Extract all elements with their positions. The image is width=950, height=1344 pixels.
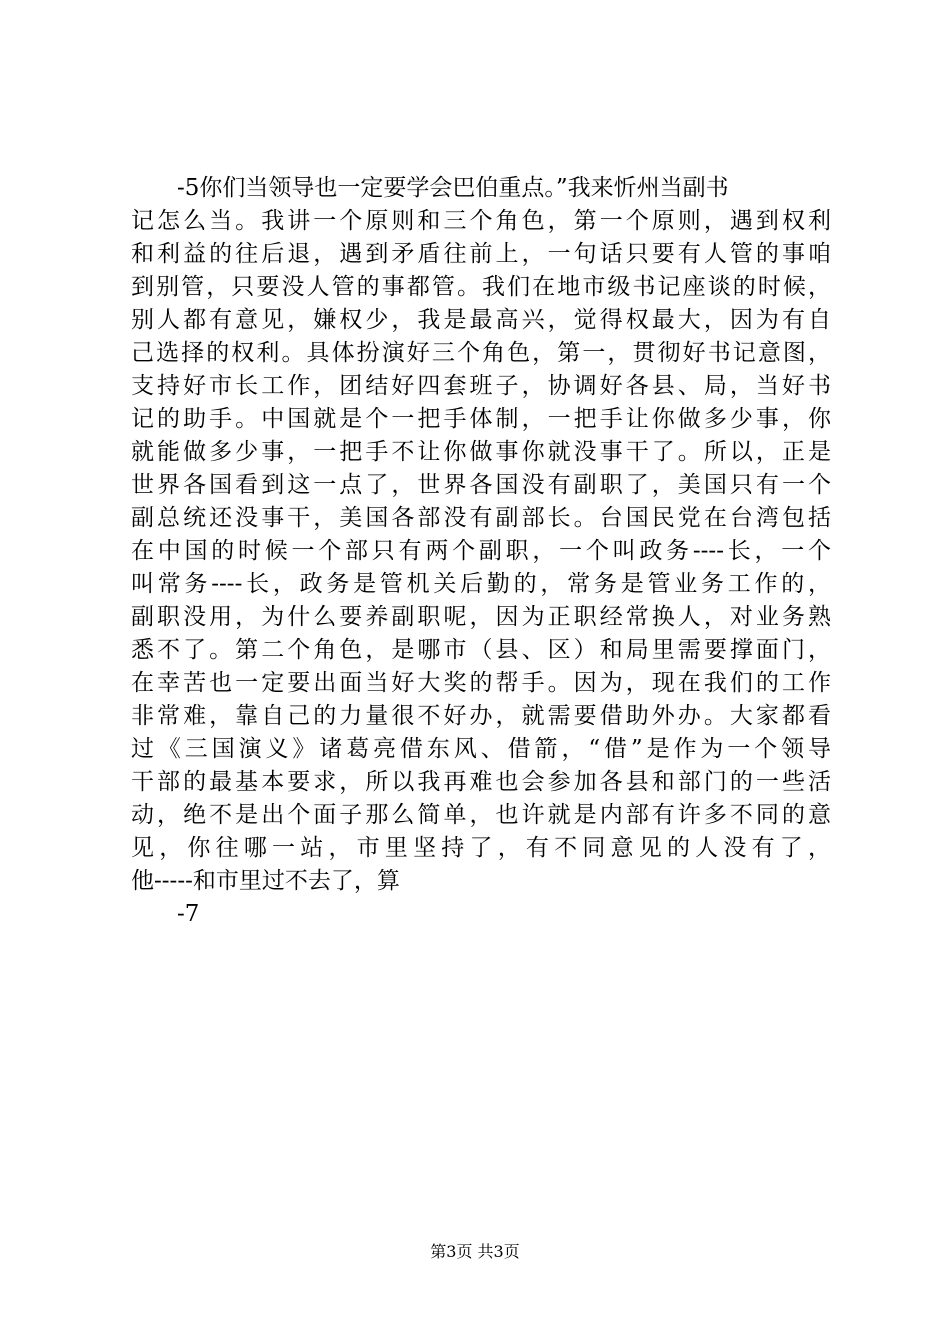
- text-line: -5你们当领导也一定要学会巴伯重点。”我来忻州当副书: [177, 175, 729, 201]
- text-line: 干部的最基本要求，所以我再难也会参加各县和部门的一些活: [131, 769, 831, 795]
- text-line: 和利益的往后退，遇到矛盾往前上，一句话只要有人管的事咱: [131, 241, 831, 267]
- text-line: 记怎么当。我讲一个原则和三个角色，第一个原则，遇到权利: [131, 208, 831, 234]
- page-footer: 第3页 共3页: [430, 1242, 520, 1261]
- text-line: 悉不了。第二个角色，是哪市（县、区）和局里需要撑面门，: [131, 637, 831, 663]
- text-line: 到别管，只要没人管的事都管。我们在地市级书记座谈的时候，: [131, 274, 831, 300]
- page-fragment-number: -7: [177, 901, 200, 927]
- text-line: 记的助手。中国就是个一把手体制，一把手让你做多少事，你: [131, 406, 831, 432]
- text-line: 他-----和市里过不去了，算: [131, 868, 400, 894]
- text-line: 叫常务----长，政务是管机关后勤的，常务是管业务工作的，: [131, 571, 831, 597]
- text-line: 世界各国看到这一点了，世界各国没有副职了，美国只有一个: [131, 472, 831, 498]
- text-line: 别人都有意见，嫌权少，我是最高兴，觉得权最大，因为有自: [131, 307, 831, 333]
- text-line: 在中国的时候一个部只有两个副职，一个叫政务----长，一个: [131, 538, 831, 564]
- body-paragraph: [131, 172, 831, 931]
- text-line: 见，你往哪一站，市里坚持了，有不同意见的人没有了，: [131, 835, 831, 861]
- text-line: 己选择的权利。具体扮演好三个角色，第一，贯彻好书记意图，: [131, 340, 831, 366]
- text-line: 非常难，靠自己的力量很不好办，就需要借助外办。大家都看: [131, 703, 831, 729]
- text-line: 动，绝不是出个面子那么简单，也许就是内部有许多不同的意: [131, 802, 831, 828]
- text-line: 就能做多少事，一把手不让你做事你就没事干了。所以，正是: [131, 439, 831, 465]
- text-line: 过《三国演义》诸葛亮借东风、借箭，“借”是作为一个领导: [131, 736, 831, 762]
- text-line: 副总统还没事干，美国各部没有副部长。台国民党在台湾包括: [131, 505, 831, 531]
- text-line: 支持好市长工作，团结好四套班子，协调好各县、局，当好书: [131, 373, 831, 399]
- text-line: 副职没用，为什么要养副职呢，因为正职经常换人，对业务熟: [131, 604, 831, 630]
- text-line: 在幸苦也一定要出面当好大奖的帮手。因为，现在我们的工作: [131, 670, 831, 696]
